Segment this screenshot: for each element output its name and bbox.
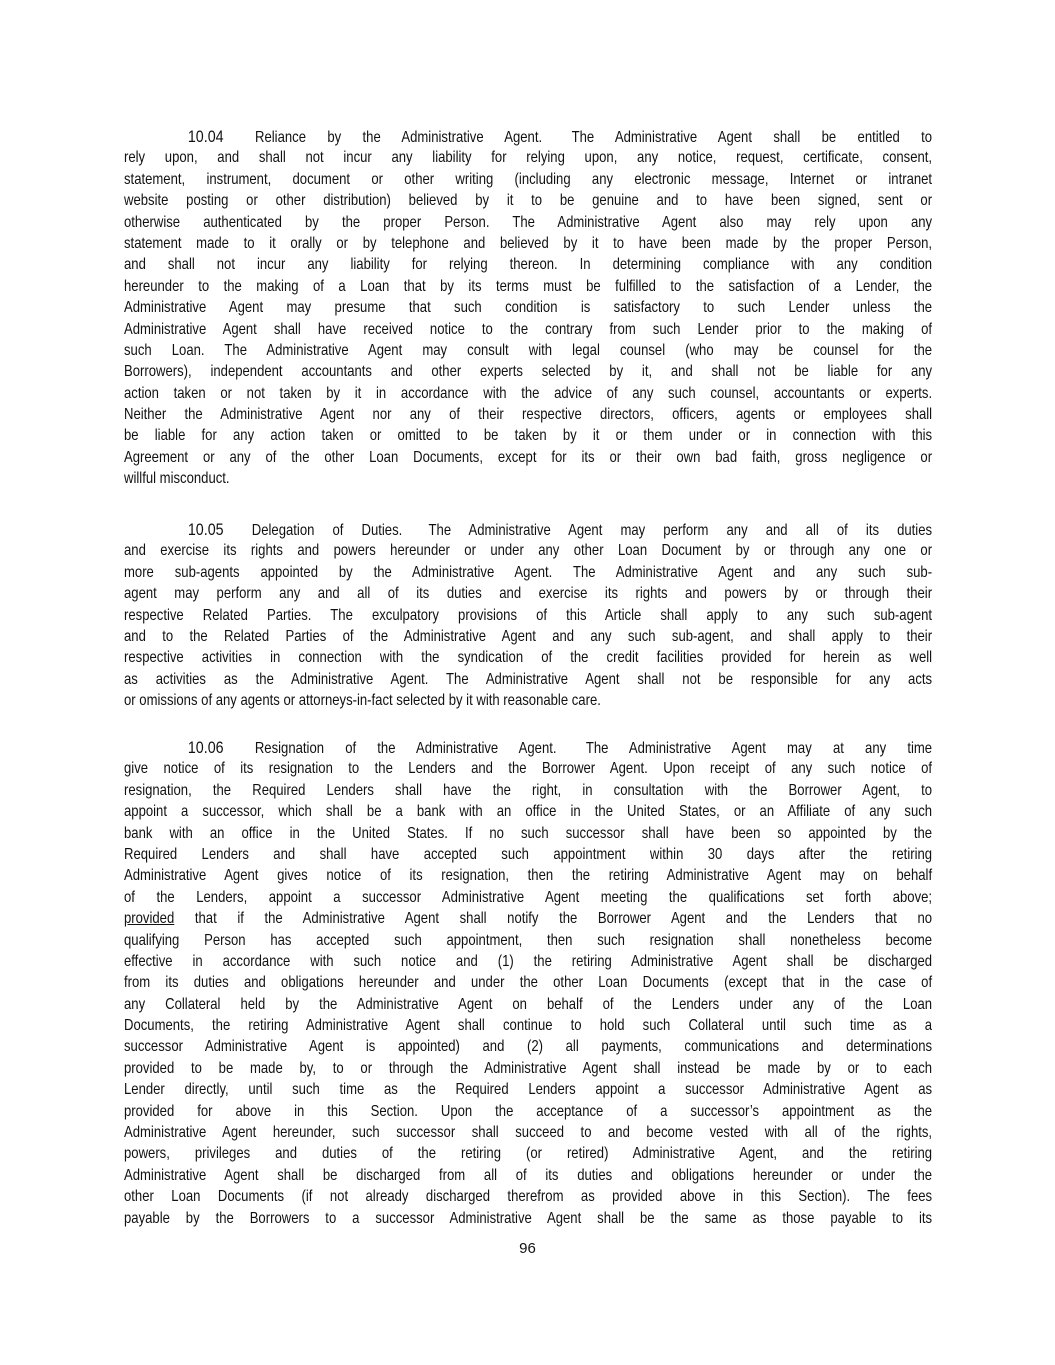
text-line: Documents, the retiring Administrative Agent shall continue to hold such Collateral until such time as a: [124, 1017, 933, 1035]
text-line: Neither the Administrative Agent nor any of their respective directors, officers, agents or employees shall: [124, 406, 933, 424]
text-line: or omissions of any agents or attorneys-in-fact selected by it with reasonable care.: [124, 692, 601, 710]
text-line: statement made to it orally or by telephone and believed by it to have been made by the proper Person,: [124, 234, 933, 252]
text-line: Administrative Agent gives notice of its resignation, then the retiring Administrative Agent may on behalf: [124, 867, 933, 885]
text-line: agent may perform any and all of its duties and exercise its rights and powers by or through their: [124, 585, 933, 603]
underlined-term: provided: [124, 910, 175, 928]
text-line: otherwise authenticated by the proper Person. The Administrative Agent also may rely upon any: [124, 213, 933, 231]
section-title: Reliance by the Administrative Agent.: [255, 129, 543, 146]
text-line: willful misconduct.: [124, 470, 230, 488]
text-line: effective in accordance with such notice and (1) the retiring Administrative Agent shall be discharged: [124, 952, 933, 970]
text-line: as activities as the Administrative Agent. The Administrative Agent shall not be responsible for any acts: [124, 670, 933, 688]
text-line: provided to be made by, to or through the Administrative Agent shall instead be made by or to each: [124, 1059, 933, 1077]
text-line: of the Lenders, appoint a successor Administrative Agent meeting the qualifications set forth above;: [124, 888, 933, 906]
line-text: The Administrative Agent shall be entitled to: [571, 129, 933, 146]
text-line: Administrative Agent shall have received notice to the contrary from such Lender prior to the making of: [124, 320, 933, 338]
section-title: Resignation of the Administrative Agent.: [254, 740, 557, 757]
text-line: hereunder to the making of a Loan that by its terms must be fulfilled to the satisfaction of a Lender, the: [124, 277, 933, 295]
text-line: such Loan. The Administrative Agent may consult with legal counsel (who may be counsel for the: [124, 341, 933, 359]
section-10-05: [124, 519, 932, 712]
line-text: The Administrative Agent may at any time: [585, 740, 933, 757]
text-line: Required Lenders and shall have accepted such appointment within 30 days after the retiring: [124, 845, 933, 863]
text-line: website posting or other distribution) believed by it to be genuine and to have been signed, sent or: [124, 192, 933, 210]
text-line: and to the Related Parties of the Administrative Agent and any such sub-agent, and shall apply to their: [124, 627, 933, 645]
text-line: resignation, the Required Lenders shall have the right, in consultation with the Borrower Agent, to: [124, 781, 933, 799]
text-line: respective activities in connection with the syndication of the credit facilities provided for herein as well: [124, 649, 933, 667]
text-line: [124, 519, 932, 540]
text-line: Lender directly, until such time as the Required Lenders appoint a successor Administrative Agent as: [124, 1081, 933, 1099]
text-line: action taken or not taken by it in accordance with the advice of any such counsel, accountants or experts.: [124, 384, 933, 402]
text-line: [124, 908, 932, 929]
section-number: 10.06: [187, 738, 224, 757]
text-line: powers, privileges and duties of the retiring (or retired) Administrative Agent, and the retiring: [124, 1145, 933, 1163]
text-line: give notice of its resignation to the Lenders and the Borrower Agent. Upon receipt of any such notice of: [124, 760, 933, 778]
section-10-04: [124, 126, 932, 490]
text-line: payable by the Borrowers to a successor Administrative Agent shall be the same as those payable to its: [124, 1209, 933, 1227]
section-10-06: [124, 737, 932, 1229]
text-line: respective Related Parties. The exculpatory provisions of this Article shall apply to any such sub-agent: [124, 606, 933, 624]
text-line: and shall not incur any liability for relying thereon. In determining compliance with any condition: [124, 256, 933, 274]
text-line: from its duties and obligations hereunder and under the other Loan Documents (except that in the case of: [124, 974, 933, 992]
section-number: 10.04: [187, 127, 224, 146]
text-line: Agreement or any of the other Loan Documents, except for its or their own bad faith, gross negligence or: [124, 448, 933, 466]
page-number: 96: [519, 1240, 536, 1257]
text-line: Administrative Agent may presume that such condition is satisfactory to such Lender unless the: [124, 299, 933, 317]
text-line: Administrative Agent shall be discharged from all of its duties and obligations hereunder or under the: [124, 1166, 933, 1184]
text-line: [124, 737, 932, 758]
section-title: Delegation of Duties.: [251, 522, 403, 539]
text-line: [124, 126, 932, 147]
text-line: Administrative Agent hereunder, such successor shall succeed to and become vested with all of the rights,: [124, 1124, 933, 1142]
line-text: that if the Administrative Agent shall notify the Borrower Agent and the Lenders that no: [174, 910, 933, 928]
text-line: bank with an office in the United States. If no such successor shall have been so appointed by the: [124, 824, 933, 842]
text-line: any Collateral held by the Administrative Agent on behalf of the Lenders under any of the Loan: [124, 995, 933, 1013]
text-line: rely upon, and shall not incur any liability for relying upon, any notice, request, certificate, consent,: [124, 149, 933, 167]
text-line: other Loan Documents (if not already discharged therefrom as provided above in this Section). The fees: [124, 1188, 933, 1206]
text-line: appoint a successor, which shall be a bank with an office in the United States, or an Affiliate of any such: [124, 803, 933, 821]
section-number: 10.05: [187, 520, 224, 539]
text-line: statement, instrument, document or other writing (including any electronic message, Internet or intranet: [124, 170, 933, 188]
text-line: more sub-agents appointed by the Administrative Agent. The Administrative Agent and any such sub-: [124, 563, 933, 581]
line-text: The Administrative Agent may perform any and all of its duties: [428, 522, 933, 539]
text-line: qualifying Person has accepted such appointment, then such resignation shall nonetheless become: [124, 931, 933, 949]
text-line: be liable for any action taken or omitted to be taken by it or them under or in connection with this: [124, 427, 933, 445]
text-line: successor Administrative Agent is appointed) and (2) all payments, communications and determinations: [124, 1038, 933, 1056]
text-line: Borrowers), independent accountants and other experts selected by it, and shall not be liable for any: [124, 363, 933, 381]
text-line: and exercise its rights and powers hereunder or under any other Loan Document by or through any one or: [124, 542, 933, 560]
text-line: provided for above in this Section. Upon the acceptance of a successor’s appointment as the: [124, 1102, 933, 1120]
